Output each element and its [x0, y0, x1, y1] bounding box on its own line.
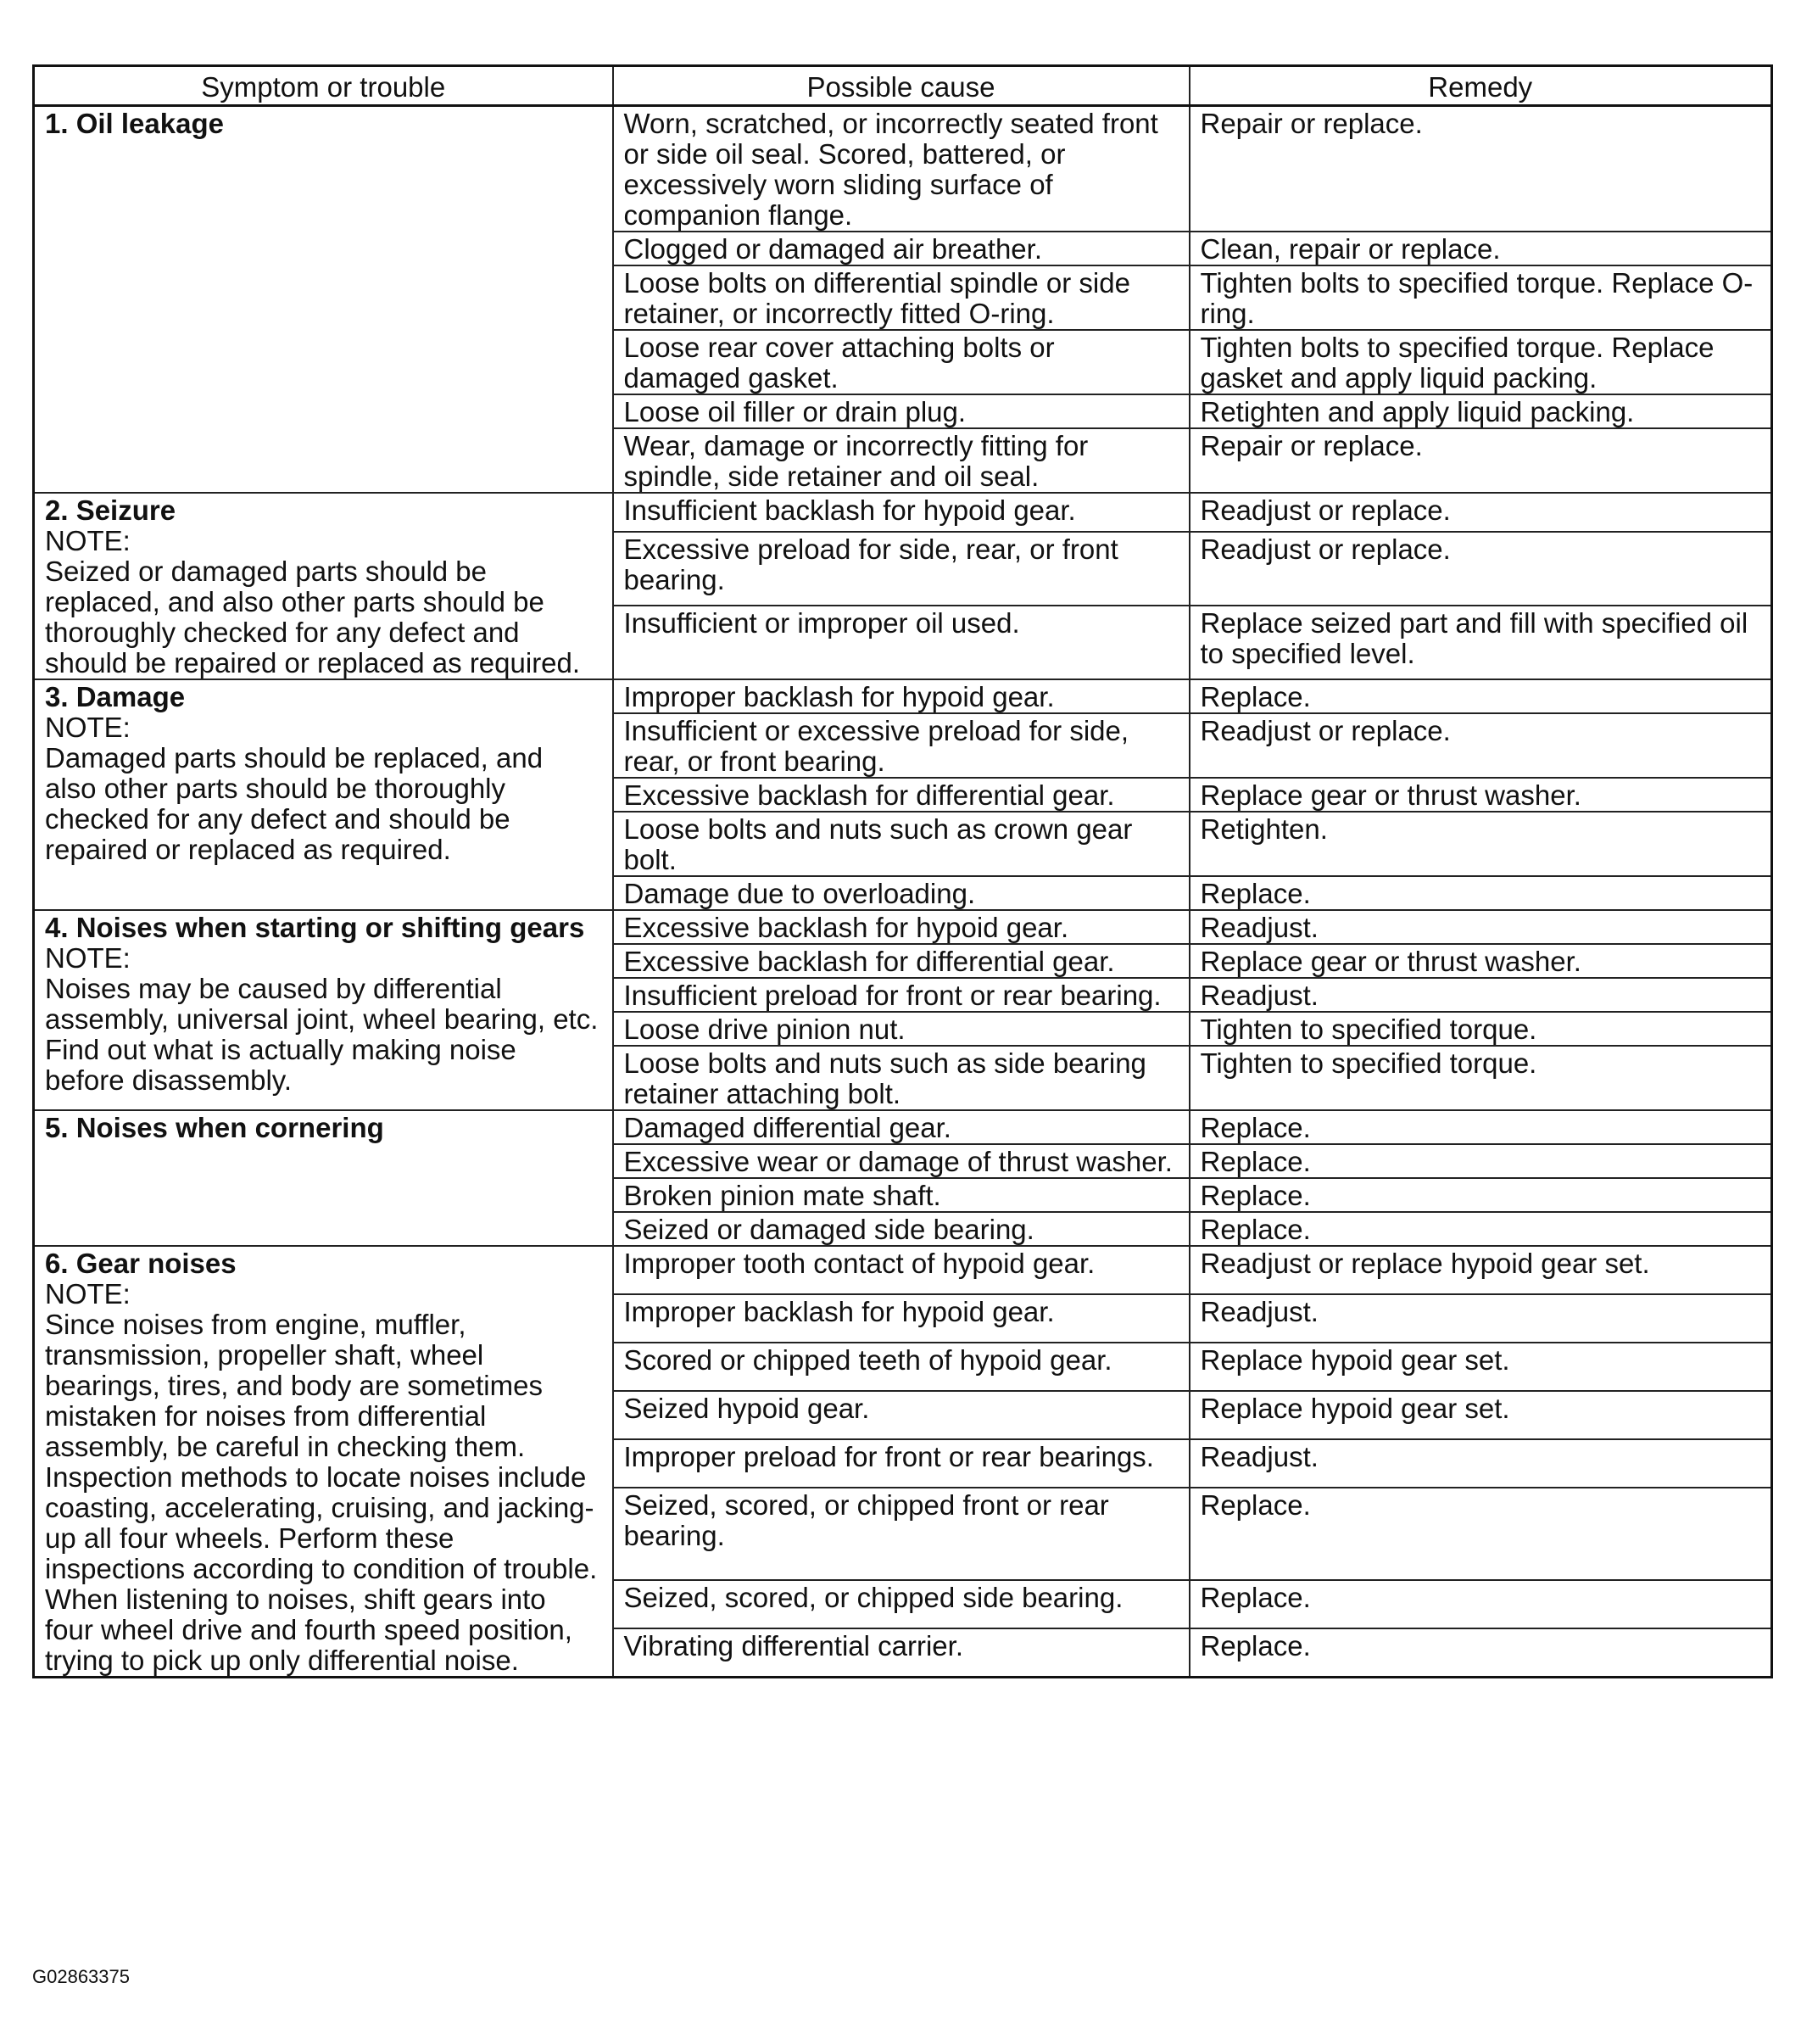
cause-cell: Loose bolts and nuts such as crown gear bolt.	[613, 812, 1190, 876]
remedy-cell: Replace gear or thrust washer.	[1190, 944, 1772, 978]
remedy-cell: Replace.	[1190, 679, 1772, 713]
symptom-note-label: NOTE:	[45, 525, 131, 556]
header-cause: Possible cause	[613, 66, 1190, 106]
cause-cell: Excessive backlash for differential gear.	[613, 944, 1190, 978]
symptom-note: Noises may be caused by differential assembly, universal joint, wheel bearing, etc. Find out what is actually making noise before disassembly.	[45, 973, 599, 1096]
symptom-note: Damaged parts should be replaced, and also other parts should be thoroughly checked for any defect and should be repaired or replaced as required.	[45, 742, 544, 865]
symptom-note-label: NOTE:	[45, 942, 131, 974]
remedy-cell: Readjust.	[1190, 1439, 1772, 1488]
symptom-note: Since noises from engine, muffler, transmission, propeller shaft, wheel bearings, tires, and body are sometimes mistaken for noises from differential assembly, be careful in checking them. Inspection methods to locate noises include coasting, accelerating, cruising, and jacking-up all four wheels. Perform these inspections according to condition of trouble. When listening to noises, shift gears into four wheel drive and fourth speed position, trying to pick up only differential noise.	[45, 1309, 598, 1676]
cause-cell: Loose rear cover attaching bolts or damaged gasket.	[613, 330, 1190, 394]
remedy-cell: Repair or replace.	[1190, 106, 1772, 232]
cause-cell: Clogged or damaged air breather.	[613, 232, 1190, 265]
symptom-title: 4. Noises when starting or shifting gears	[45, 912, 585, 943]
cause-cell: Scored or chipped teeth of hypoid gear.	[613, 1343, 1190, 1391]
remedy-cell: Replace gear or thrust washer.	[1190, 778, 1772, 812]
remedy-cell: Tighten to specified torque.	[1190, 1046, 1772, 1110]
table-body	[34, 106, 1772, 1678]
cause-cell: Improper tooth contact of hypoid gear.	[613, 1246, 1190, 1294]
remedy-cell: Readjust or replace.	[1190, 532, 1772, 606]
symptom-cell	[34, 1246, 613, 1678]
cause-cell: Insufficient preload for front or rear bearing.	[613, 978, 1190, 1012]
symptom-note: Seized or damaged parts should be replaced, and also other parts should be thoroughly checked for any defect and should be repaired or replaced as required.	[45, 556, 581, 679]
cause-cell: Broken pinion mate shaft.	[613, 1178, 1190, 1212]
symptom-note-label: NOTE:	[45, 1278, 131, 1310]
cause-cell: Excessive backlash for hypoid gear.	[613, 910, 1190, 944]
cause-cell: Excessive wear or damage of thrust washer.	[613, 1144, 1190, 1178]
table-row	[34, 1110, 1772, 1144]
cause-cell: Excessive backlash for differential gear.	[613, 778, 1190, 812]
symptom-title: 3. Damage	[45, 681, 186, 712]
cause-cell: Loose drive pinion nut.	[613, 1012, 1190, 1046]
header-remedy: Remedy	[1190, 66, 1772, 106]
cause-cell: Improper backlash for hypoid gear.	[613, 1294, 1190, 1343]
symptom-cell	[34, 679, 613, 910]
table-row	[34, 1246, 1772, 1294]
remedy-cell: Replace hypoid gear set.	[1190, 1343, 1772, 1391]
cause-cell: Insufficient backlash for hypoid gear.	[613, 493, 1190, 532]
symptom-cell	[34, 910, 613, 1110]
remedy-cell: Replace.	[1190, 876, 1772, 910]
cause-cell: Loose oil filler or drain plug.	[613, 394, 1190, 428]
cause-cell: Seized, scored, or chipped side bearing.	[613, 1580, 1190, 1628]
symptom-cell	[34, 1110, 613, 1246]
remedy-cell: Readjust.	[1190, 910, 1772, 944]
cause-cell: Loose bolts on differential spindle or side retainer, or incorrectly fitted O-ring.	[613, 265, 1190, 330]
cause-cell: Excessive preload for side, rear, or front bearing.	[613, 532, 1190, 606]
cause-cell: Insufficient or excessive preload for side, rear, or front bearing.	[613, 713, 1190, 778]
table-row	[34, 106, 1772, 232]
remedy-cell: Replace.	[1190, 1178, 1772, 1212]
cause-cell: Insufficient or improper oil used.	[613, 606, 1190, 679]
cause-cell: Seized, scored, or chipped front or rear bearing.	[613, 1488, 1190, 1579]
symptom-title: 6. Gear noises	[45, 1248, 237, 1279]
cause-cell: Worn, scratched, or incorrectly seated front or side oil seal. Scored, battered, or excessively worn sliding surface of companion flange.	[613, 106, 1190, 232]
remedy-cell: Readjust or replace.	[1190, 713, 1772, 778]
remedy-cell: Replace.	[1190, 1144, 1772, 1178]
remedy-cell: Readjust or replace hypoid gear set.	[1190, 1246, 1772, 1294]
remedy-cell: Repair or replace.	[1190, 428, 1772, 493]
symptom-title: 1. Oil leakage	[45, 108, 224, 139]
cause-cell: Damage due to overloading.	[613, 876, 1190, 910]
table-row	[34, 679, 1772, 713]
remedy-cell: Replace seized part and fill with specified oil to specified level.	[1190, 606, 1772, 679]
remedy-cell: Retighten.	[1190, 812, 1772, 876]
remedy-cell: Replace.	[1190, 1110, 1772, 1144]
cause-cell: Wear, damage or incorrectly fitting for spindle, side retainer and oil seal.	[613, 428, 1190, 493]
remedy-cell: Replace.	[1190, 1212, 1772, 1246]
remedy-cell: Replace.	[1190, 1488, 1772, 1579]
cause-cell: Seized hypoid gear.	[613, 1391, 1190, 1439]
remedy-cell: Readjust.	[1190, 1294, 1772, 1343]
symptom-title: 2. Seizure	[45, 494, 176, 526]
symptom-cell	[34, 106, 613, 494]
symptom-title: 5. Noises when cornering	[45, 1112, 384, 1143]
header-row	[34, 66, 1772, 106]
cause-cell: Seized or damaged side bearing.	[613, 1212, 1190, 1246]
cause-cell: Damaged differential gear.	[613, 1110, 1190, 1144]
table-row	[34, 910, 1772, 944]
troubleshooting-table	[32, 64, 1773, 1678]
remedy-cell: Retighten and apply liquid packing.	[1190, 394, 1772, 428]
header-symptom: Symptom or trouble	[34, 66, 613, 106]
symptom-note-label: NOTE:	[45, 712, 131, 743]
cause-cell: Improper backlash for hypoid gear.	[613, 679, 1190, 713]
remedy-cell: Tighten to specified torque.	[1190, 1012, 1772, 1046]
symptom-cell	[34, 493, 613, 679]
cause-cell: Improper preload for front or rear bearings.	[613, 1439, 1190, 1488]
remedy-cell: Replace.	[1190, 1580, 1772, 1628]
remedy-cell: Readjust.	[1190, 978, 1772, 1012]
remedy-cell: Replace hypoid gear set.	[1190, 1391, 1772, 1439]
remedy-cell: Tighten bolts to specified torque. Replace O-ring.	[1190, 265, 1772, 330]
remedy-cell: Tighten bolts to specified torque. Replace gasket and apply liquid packing.	[1190, 330, 1772, 394]
cause-cell: Vibrating differential carrier.	[613, 1628, 1190, 1678]
cause-cell: Loose bolts and nuts such as side bearing retainer attaching bolt.	[613, 1046, 1190, 1110]
figure-id: G02863375	[32, 1966, 130, 1987]
remedy-cell: Readjust or replace.	[1190, 493, 1772, 532]
table-row	[34, 493, 1772, 532]
remedy-cell: Clean, repair or replace.	[1190, 232, 1772, 265]
remedy-cell: Replace.	[1190, 1628, 1772, 1678]
